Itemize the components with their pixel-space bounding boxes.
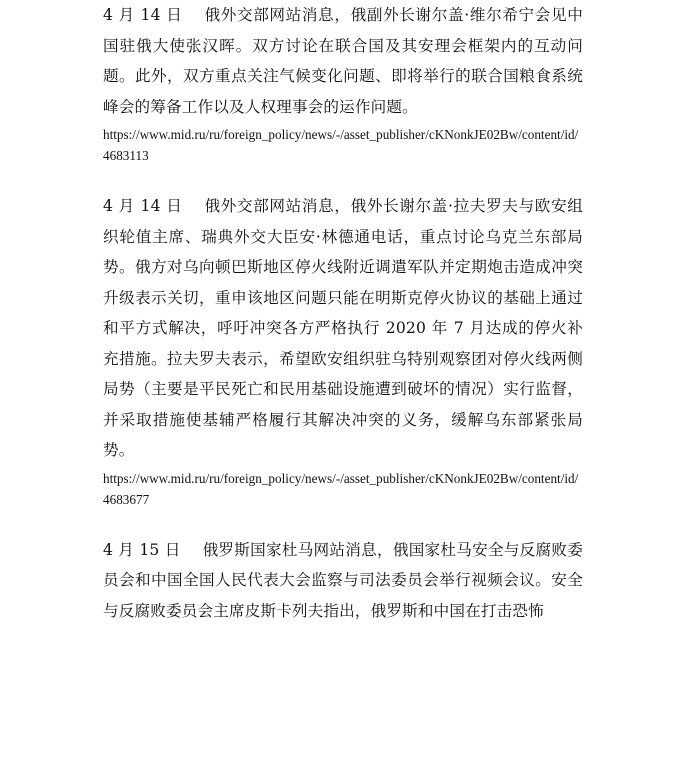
- entry-date: 4 月 14 日: [103, 197, 183, 215]
- news-entry: [103, 0, 583, 166]
- document-page: [103, 0, 583, 626]
- entry-paragraph: [103, 535, 583, 627]
- news-entry: [103, 191, 583, 510]
- entry-date: 4 月 14 日: [103, 6, 183, 24]
- source-link[interactable]: https://www.mid.ru/ru/foreign_policy/news/-/asset_publisher/cKNonkJE02Bw/content/id/4683113: [103, 127, 579, 163]
- entry-date: 4 月 15 日: [103, 540, 181, 559]
- entry-paragraph: [103, 0, 583, 122]
- entry-text: 俄外交部网站消息，俄外长谢尔盖·拉夫罗夫与欧安组织轮值主席、瑞典外交大臣安·林德通电话，重点讨论乌克兰东部局势。俄方对乌向顿巴斯地区停火线附近调遣军队并定期炮击造成冲突升级表示关切，重申该地区问题只能在明斯克停火协议的基础上通过和平方式解决，呼吁冲突各方严格执行 2020 年 7 月达成的停火补充措施。拉夫罗夫表示，希望欧安组织驻乌特别观察团对停火线两侧局势（主要是平民死亡和民用基础设施遭到破坏的情况）实行监督，并采取措施使基辅严格履行其解决冲突的义务，缓解乌东部紧张局势。: [103, 197, 583, 459]
- entry-paragraph: [103, 191, 583, 466]
- source-link[interactable]: https://www.mid.ru/ru/foreign_policy/news/-/asset_publisher/cKNonkJE02Bw/content/id/4683677: [103, 470, 579, 507]
- news-entry: [103, 535, 583, 627]
- entry-text: 俄罗斯国家杜马网站消息，俄国家杜马安全与反腐败委员会和中国全国人民代表大会监察与司法委员会举行视频会议。安全与反腐败委员会主席皮斯卡列夫指出，俄罗斯和中国在打击恐怖: [103, 540, 583, 620]
- entry-text: 俄外交部网站消息，俄副外长谢尔盖·维尔希宁会见中国驻俄大使张汉晖。双方讨论在联合国及其安理会框架内的互动问题。此外，双方重点关注气候变化问题、即将举行的联合国粮食系统峰会的筹备工作以及人权理事会的运作问题。: [103, 6, 583, 116]
